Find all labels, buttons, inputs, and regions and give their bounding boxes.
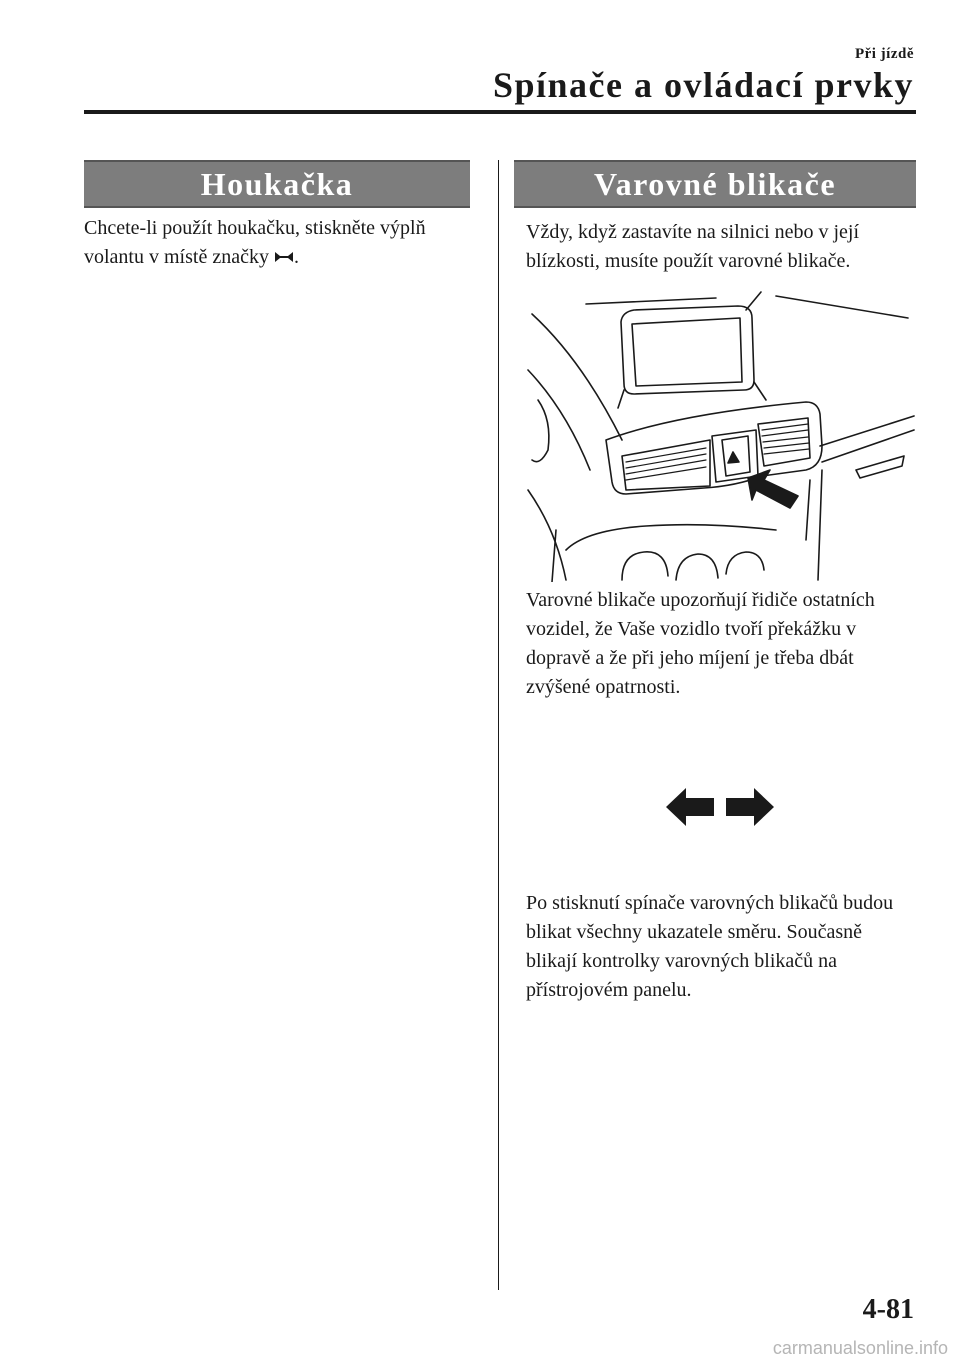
header-rule — [84, 110, 916, 114]
horn-icon — [274, 250, 294, 264]
horn-text-end: . — [293, 246, 299, 268]
heading-horn: Houkačka — [84, 160, 470, 208]
hazard-intro: Vždy, když zastavíte na silnici nebo v její blízkosti, musíte použít varovné blikače. — [526, 221, 860, 272]
heading-hazard: Varovné blikače — [514, 160, 916, 208]
hazard-operation: Po stisknutí spínače varovných blikačů budou blikat všechny ukazatele směru. Současně blikají kontrolky varovných blikačů na přístrojovém panelu. — [526, 892, 894, 1001]
hazard-description: Varovné blikače upozorňují řidiče ostatních vozidel, že Vaše vozidlo tvoří překážku v dopravě a že při jeho míjení je třeba dbát zvýšené opatrnosti. — [526, 589, 875, 698]
chapter-title: Spínače a ovládací prvky — [492, 65, 914, 105]
horn-text: Chcete-li použít houkačku, stiskněte výplň volantu v místě značky — [84, 217, 426, 268]
column-divider — [498, 160, 499, 1290]
section-title: Při jízdě — [854, 46, 914, 62]
horn-paragraph — [84, 214, 484, 272]
watermark: carmanualsonline.info — [772, 1338, 948, 1358]
hazard-switch-illustration — [526, 290, 916, 582]
turn-signal-arrows-icon — [664, 786, 776, 828]
page-number: 4-81 — [862, 1294, 914, 1325]
